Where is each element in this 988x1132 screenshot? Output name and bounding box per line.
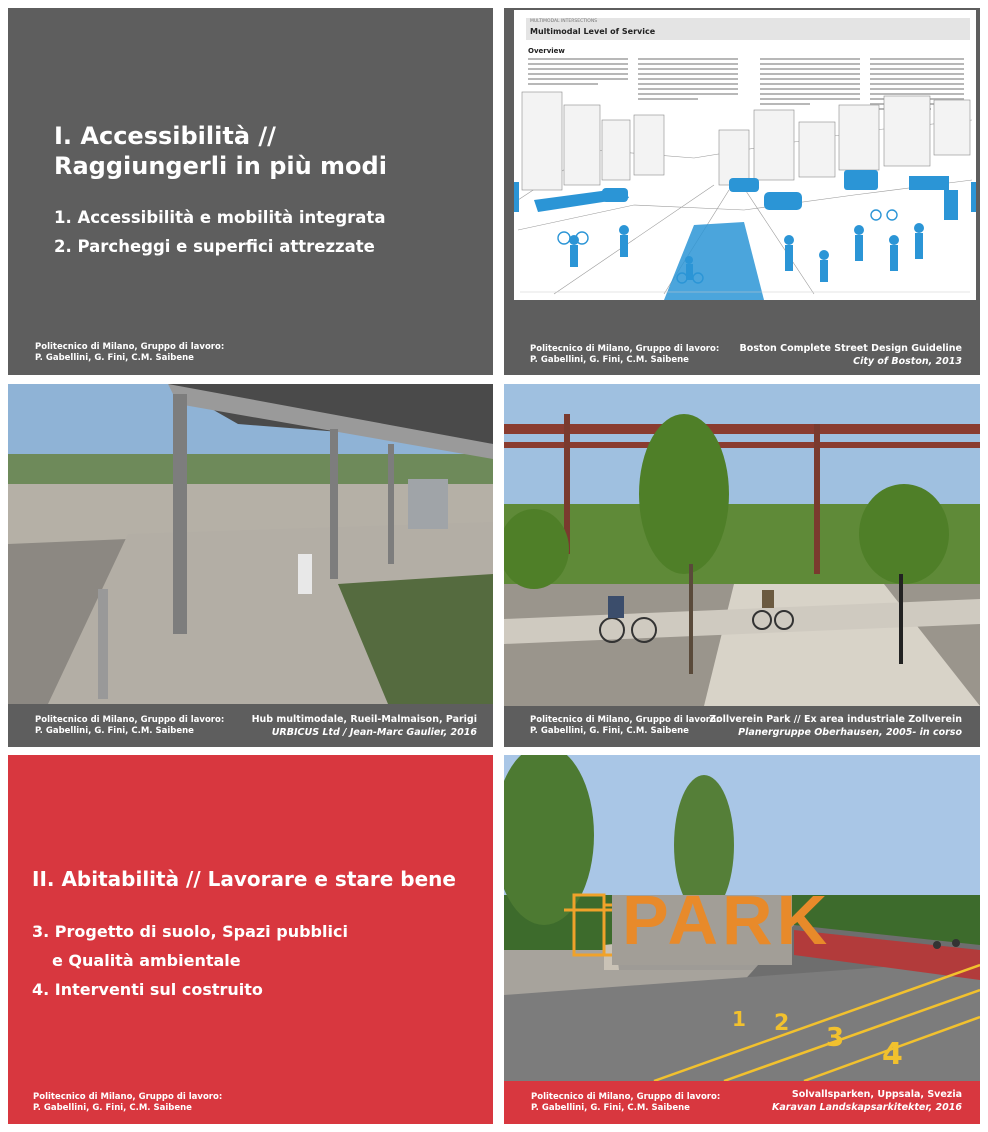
topic-item-2: 2. Parcheggi e superfici attrezzate [54,237,375,256]
caption-author: Karavan Landskapsarkitekter, 2016 [771,1101,962,1113]
credit-line-2: P. Gabellini, G. Fini, C.M. Saibene [531,1103,690,1114]
slide-zollverein-park [504,384,980,747]
topic-list [54,203,385,261]
document-title: Multimodal Level of Service [530,27,656,36]
slide-solvallsparken [504,755,980,1124]
slide-accessibilita [8,8,493,375]
caption-author: URBICUS Ltd / Jean-Marc Gaulier, 2016 [271,726,477,738]
credit-line-1: Politecnico di Milano, Gruppo di lavoro: [530,344,720,354]
topic-item-1: 1. Accessibilità e mobilità integrata [54,208,386,227]
caption-title: Hub multimodale, Rueil-Malmaison, Parigi [251,714,477,725]
park-sign-lettering: PARK [622,881,832,959]
slide-abitabilita [8,755,493,1124]
side-tab-left [514,182,519,212]
document-kicker: MULTIMODAL INTERSECTIONS [530,19,598,24]
lane-number-1: 1 [732,1007,746,1031]
credit-line-1: Politecnico di Milano, Gruppo di lavoro: [531,1092,721,1102]
credit-line-1: Politecnico di Milano, Gruppo di lavoro: [35,715,225,725]
credit-line-2: P. Gabellini, G. Fini, C.M. Saibene [33,1103,192,1114]
credit-line-1: Politecnico di Milano, Gruppo di lavoro: [35,342,225,352]
credit-line-1: Politecnico di Milano, Gruppo di lavoro: [33,1092,223,1102]
credits [530,715,719,738]
caption-title: Boston Complete Street Design Guideline [739,343,962,354]
credits [530,344,719,367]
title-line-1: I. Accessibilità // [54,122,276,150]
credit-line-2: P. Gabellini, G. Fini, C.M. Saibene [530,355,689,366]
credits [33,1092,222,1115]
credits [531,1092,720,1115]
topic-item-4: 4. Interventi sul costruito [32,980,263,999]
credit-line-2: P. Gabellini, G. Fini, C.M. Saibene [35,353,194,364]
image-caption [740,343,962,369]
section-title [54,121,387,181]
image-caption [252,714,477,740]
credits [35,342,224,365]
lane-number-2: 2 [774,1011,790,1036]
caption-author: Planergruppe Oberhausen, 2005- in corso [738,726,962,738]
document-page [514,10,976,300]
topic-item-3-continued: e Qualità ambientale [52,951,241,970]
topic-list [32,917,348,1004]
section-title: II. Abitabilità // Lavorare e stare bene [32,867,456,891]
street-diagram [514,10,976,300]
credits [35,715,224,738]
caption-title: Zollverein Park // Ex area industriale Zollverein [709,714,962,725]
topic-item-3: 3. Progetto di suolo, Spazi pubblici [32,922,348,941]
credit-line-2: P. Gabellini, G. Fini, C.M. Saibene [35,726,194,737]
credit-line-2: P. Gabellini, G. Fini, C.M. Saibene [530,726,689,737]
image-caption [709,714,962,740]
credit-line-1: Politecnico di Milano, Gruppo di lavoro: [530,715,720,725]
caption-title: Solvallsparken, Uppsala, Svezia [791,1089,962,1100]
slide-hub-multimodale [8,384,493,747]
lane-number-3: 3 [826,1023,845,1053]
title-line-2: Raggiungerli in più modi [54,152,387,180]
photo-zollverein-park [504,384,980,706]
lane-number-4: 4 [882,1037,903,1072]
side-tab-right [971,182,976,212]
image-caption [772,1089,962,1115]
slide-boston-guideline [504,8,980,375]
photo-bus-hub [8,384,493,704]
document-section-title: Overview [528,47,565,55]
caption-author: City of Boston, 2013 [853,355,962,367]
